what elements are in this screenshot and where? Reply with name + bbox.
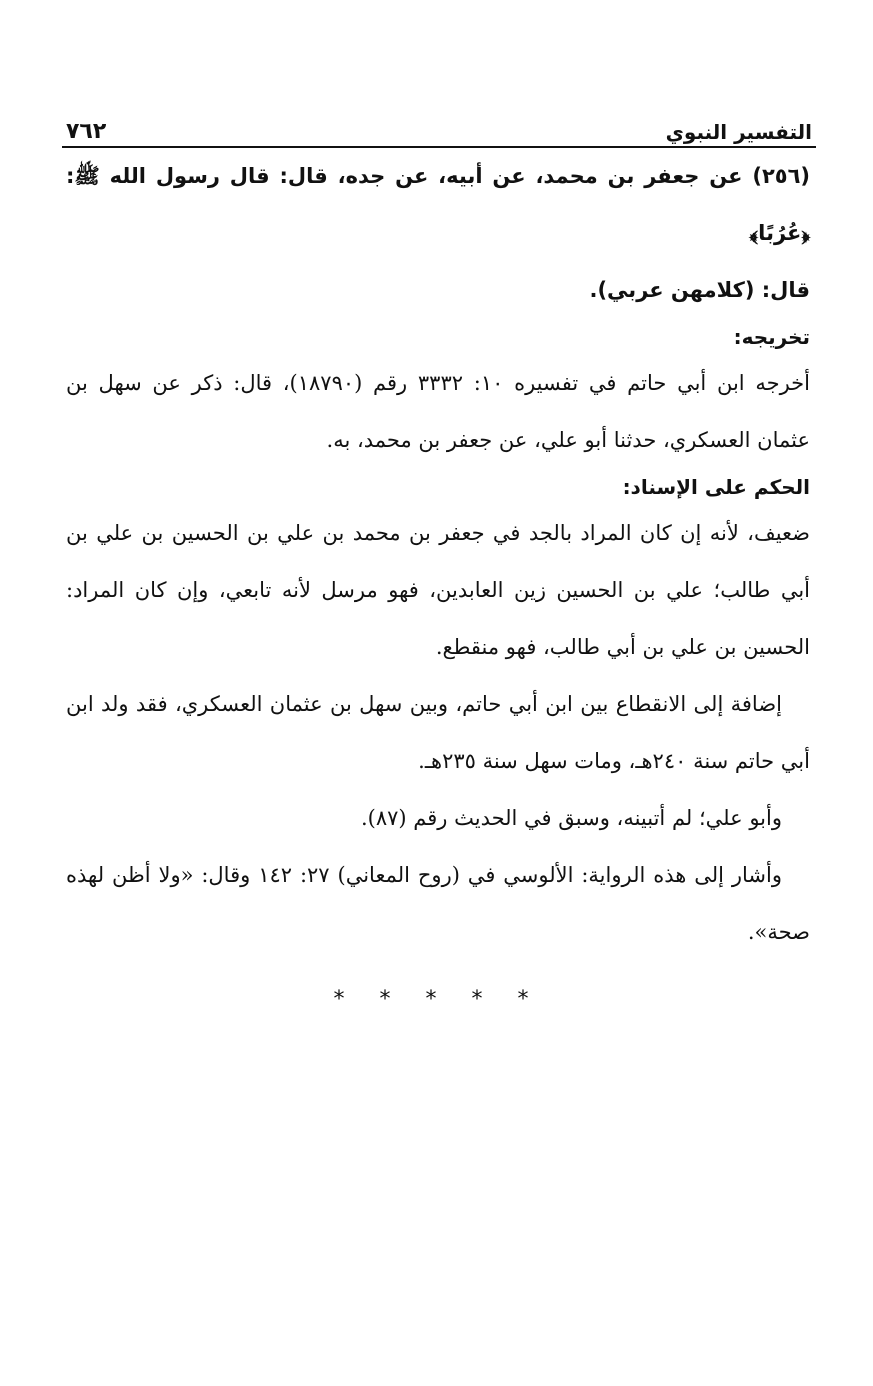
hukm-paragraph-3: وأبو علي؛ لم أتبينه، وسبق في الحديث رقم (٨٧). [360,806,782,830]
book-title: التفسير النبوي [665,120,812,144]
hukm-paragraph-4: وأشار إلى هذه الرواية: الألوسي في (روح المعاني) ٢٧: ١٤٢ وقال: «ولا أظن لهذه صحة». [66,863,810,944]
running-header [62,108,816,148]
hukm-paragraph-2: إضافة إلى الانقطاع بين ابن أبي حاتم، وبين سهل بن عثمان العسكري، فقد ولد ابن أبي حاتم سنة ٢٤٠هـ، ومات سهل سنة ٢٣٥هـ. [66,692,810,773]
hadith-text: (٢٥٦) عن جعفر بن محمد، عن أبيه، عن جده، قال: قال رسول الله ﷺ: ﴿عُرُبًا﴾ [66,164,810,245]
section-separator: * * * * * [333,987,543,1012]
hukm-paragraph-1: ضعيف، لأنه إن كان المراد بالجد في جعفر بن محمد بن علي بن الحسين بن علي بن أبي طالب؛ علي بن الحسين زين العابدين، فهو مرسل لأنه تابعي، وإن كان المراد: الحسين بن علي بن أبي طالب، فهو منقطع. [66,521,810,659]
hukm-heading: الحكم على الإسناد: [622,475,810,499]
takhrij-paragraph: أخرجه ابن أبي حاتم في تفسيره ١٠: ٣٣٣٢ رقم (١٨٧٩٠)، قال: ذكر عن سهل بن عثمان العسكري، حدثنا أبو علي، عن جعفر بن محمد، به. [66,371,810,452]
page-body [62,148,816,1028]
page-number: ٧٦٢ [66,119,107,144]
hadith-continuation: قال: (كلامهن عربي). [589,278,810,302]
document-page [62,108,816,1028]
takhrij-heading: تخريجه: [733,325,810,349]
